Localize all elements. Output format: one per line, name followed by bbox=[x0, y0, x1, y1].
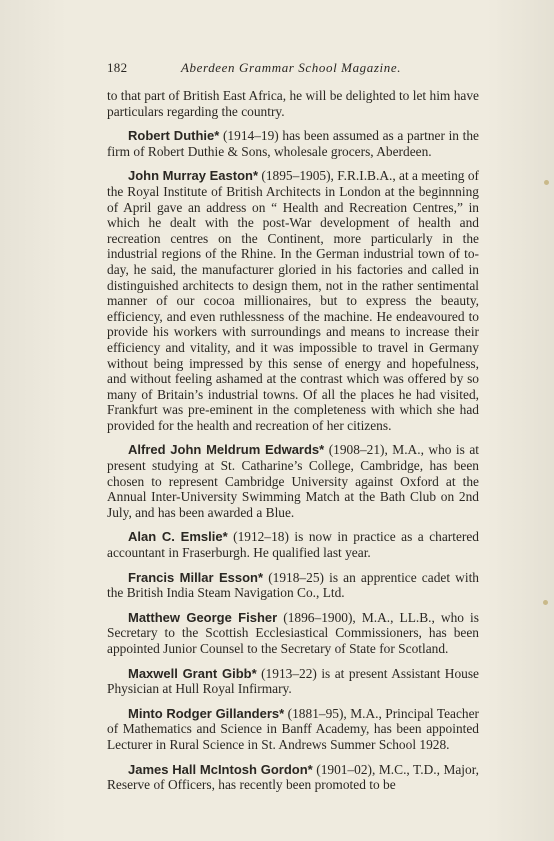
entry-name: James Hall McIntosh Gordon* bbox=[128, 761, 313, 777]
entry-text: (1908–21), M.A., who is at present studying at St. Catharine’s College, Cambridge, has been chosen to represent Cambridge University against Oxford at the Annual Inter-University Swimming Match at the Bath Club on 2nd July, and has been awarded a Blue. bbox=[107, 442, 479, 520]
entry-gordon bbox=[107, 762, 479, 793]
page-header bbox=[107, 60, 479, 78]
entry-name: Matthew George Fisher bbox=[128, 609, 278, 625]
running-title: Aberdeen Grammar School Magazine. bbox=[181, 60, 402, 75]
entry-text: (1895–1905), F.R.I.B.A., at a meeting of the Royal Institute of British Architects in London at the beginnning of April gave an address on “ Health and Recreation Centres,” in which he dealt with the post-War development of health and recreation centres on the Continent, more particularly in the industrial regions of the Rhine. In the German industrial town of to-day, he said, the manufacturer gloried in his factories and called in distinguished architects to design them, not in the rather sentimental manner of our cocoa millionaires, but to express the beauty, efficiency, and even ruthlessness of the machine. He endeavoured to provide his workers with surroundings and means to increase their efficiency and vitality, and it was impossible to travel in Germany without being impressed by this sense of energy and hopefulness, and without feeling ashamed at the contrast which was offered by so many of Britain’s industrial towns. Of all the places he had visited, Frankfurt was pre-eminent in the completeness with which she had provided for the health and recreation of her citizens. bbox=[107, 168, 479, 433]
entry-text: (1918–25) is an apprentice cadet with the British India Steam Navigation Co., Ltd. bbox=[107, 569, 479, 601]
entry-emslie bbox=[107, 529, 479, 560]
entry-text: (1912–18) is now in practice as a chartered accountant in Fraserburgh. He qualified last year. bbox=[107, 529, 480, 561]
entry-duthie bbox=[107, 128, 479, 159]
entry-easton bbox=[107, 168, 479, 433]
entry-name: John Murray Easton* bbox=[128, 168, 259, 184]
entry-name: Maxwell Grant Gibb* bbox=[128, 665, 257, 681]
entry-name: Alan C. Emslie* bbox=[128, 529, 228, 545]
entry-text: (1896–1900), M.A., LL.B., who is Secretary to the Scottish Ecclesiastical Commissioners, has been appointed Junior Counsel to the Secretary of State for Scotland. bbox=[107, 609, 479, 656]
entry-name: Alfred John Meldrum Edwards* bbox=[128, 442, 325, 458]
entry-name: Minto Rodger Gillanders* bbox=[128, 705, 285, 721]
article-body bbox=[107, 88, 479, 802]
entry-text: (1914–19) has been assumed as a partner in the firm of Robert Duthie & Sons, wholesale grocers, Aberdeen. bbox=[107, 128, 480, 159]
paper-speck bbox=[543, 600, 548, 605]
entry-fisher bbox=[107, 610, 479, 657]
entry-name: Francis Millar Esson* bbox=[128, 569, 264, 585]
entry-gibb bbox=[107, 666, 479, 697]
entry-text: (1881–95), M.A., Principal Teacher of Mathematics and Science in Banff Academy, has been appointed Lecturer in Rural Science in St. Andrews Summer School 1928. bbox=[107, 705, 479, 752]
entry-gillanders bbox=[107, 706, 479, 753]
entry-text: (1913–22) is at present Assistant House Physician at Hull Royal Infirmary. bbox=[107, 665, 479, 697]
entry-edwards bbox=[107, 442, 479, 520]
continued-paragraph: to that part of British East Africa, he will be delighted to let him have particulars regarding the country. bbox=[107, 88, 479, 119]
entry-esson bbox=[107, 570, 479, 601]
entry-text: (1901–02), M.C., T.D., Major, Reserve of Officers, has recently been promoted to be bbox=[107, 761, 479, 793]
page-number: 182 bbox=[107, 60, 128, 75]
entry-name: Robert Duthie* bbox=[128, 128, 220, 144]
paper-speck bbox=[544, 180, 549, 185]
